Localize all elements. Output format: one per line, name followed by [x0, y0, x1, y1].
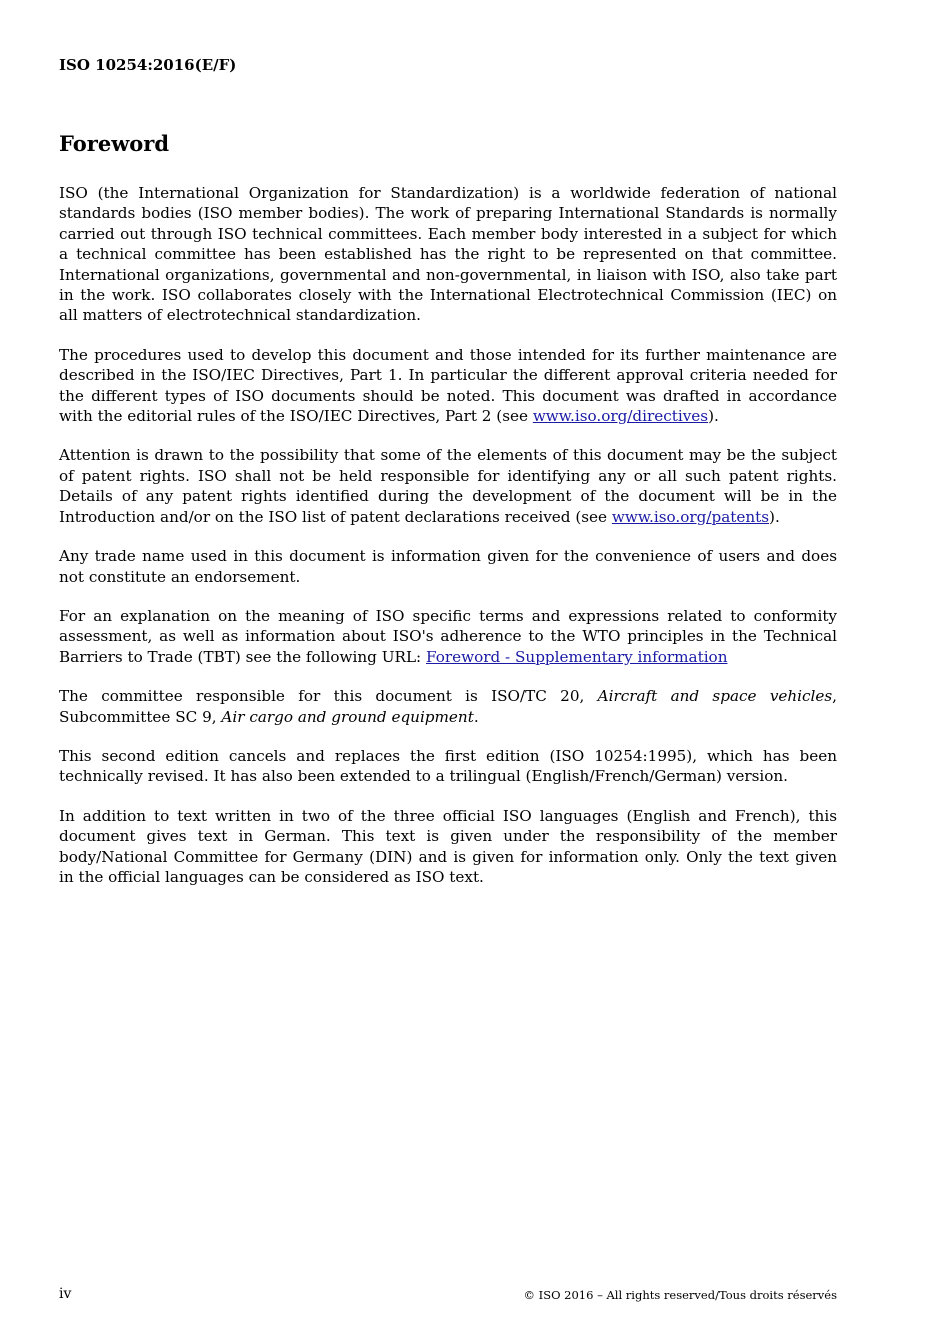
- paragraph-text: The committee responsible for this document is ISO/TC 20,: [59, 687, 598, 706]
- paragraph-text: .: [473, 707, 479, 726]
- document-id: ISO 10254:2016(E/F): [59, 56, 237, 74]
- directives-link[interactable]: www.iso.org/directives: [532, 407, 709, 426]
- paragraph-patents: [59, 445, 837, 527]
- paragraph-text: Attention is drawn to the possibility that some of the elements of this document may be the subject of patent rights. ISO shall not be held responsible for identifying any or all such patent rights. Details of any patent rights identified during the development of the document will be in the Introduction and/or on the ISO list of patent declarations received (see: [59, 446, 837, 526]
- page-number: iv: [59, 1286, 72, 1302]
- paragraph-text: ).: [708, 407, 719, 426]
- paragraph-procedures: [59, 345, 837, 427]
- copyright-notice: © ISO 2016 – All rights reserved/Tous droits réservés: [523, 1288, 837, 1302]
- paragraph-committee: [59, 686, 837, 727]
- committee-name: Aircraft and space vehicles: [597, 687, 833, 706]
- paragraph-text: For an explanation on the meaning of ISO specific terms and expressions related to conformity assessment, as well as information about ISO's adherence to the WTO principles in the Technical Barriers to Trade (TBT) see the following URL:: [59, 606, 837, 666]
- paragraph-trade-name: Any trade name used in this document is information given for the convenience of users and does not constitute an endorsement.: [59, 547, 837, 586]
- page-title: Foreword: [59, 131, 170, 156]
- subcommittee-name: Air cargo and ground equipment: [221, 707, 474, 726]
- foreword-body: [59, 183, 837, 906]
- paragraph-explanation: [59, 606, 837, 667]
- paragraph-iso-federation: ISO (the International Organization for Standardization) is a worldwide federation of national standards bodies (ISO member bodies). The work of preparing International Standards is normally carried out through ISO technical committees. Each member body interested in a subject for which a technical committee has been established has the right to be represented on that committee. International organizations, governmental and non-governmental, in liaison with ISO, also take part in the work. ISO collaborates closely with the International Electrotechnical Commission (IEC) on all matters of electrotechnical standardization.: [59, 184, 837, 325]
- paragraph-languages: In addition to text written in two of the three official ISO languages (English and French), this document gives text in German. This text is given under the responsibility of the member body/National Committee for Germany (DIN) and is given for information only. Only the text given in the official languages can be considered as ISO text.: [59, 806, 837, 886]
- paragraph-text: ).: [769, 507, 780, 526]
- paragraph-text: , Subcommittee SC 9,: [59, 687, 837, 726]
- patents-link[interactable]: www.iso.org/patents: [611, 507, 770, 526]
- supplementary-info-link[interactable]: Foreword - Supplementary information: [426, 647, 728, 666]
- paragraph-text: The procedures used to develop this document and those intended for its further maintenance are described in the ISO/IEC Directives, Part 1. In particular the different approval criteria needed for the different types of ISO documents should be noted. This document was drafted in accordance with the editorial rules of the ISO/IEC Directives, Part 2 (see: [59, 345, 837, 426]
- paragraph-edition: This second edition cancels and replaces the first edition (ISO 10254:1995), which has been technically revised. It has also been extended to a trilingual (English/French/German) version.: [59, 746, 837, 786]
